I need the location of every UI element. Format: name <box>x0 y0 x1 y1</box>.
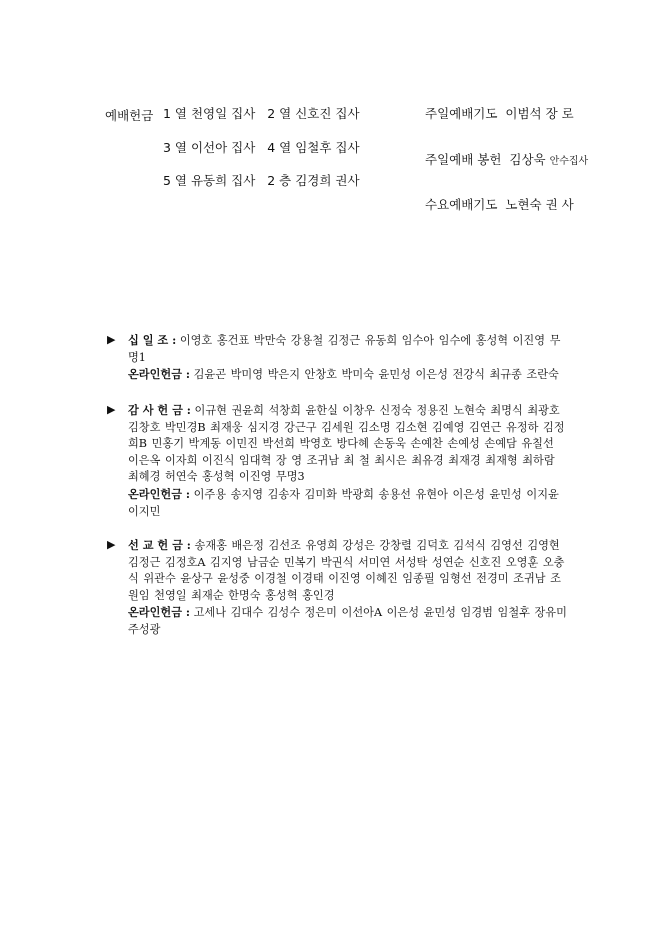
offering-names: 이규현 권윤희 석창희 윤한실 이창우 신정숙 정용진 노현숙 최명식 최광호 김창호 박민경B 최재웅 심지경 강근구 김세원 김소명 김소현 김예영 김연근 유정하 김정희B 민홍기 박계동 이민진 박선희 박영호 방다혜 손동욱 손예찬 손예성 손예담 유칠선 이은옥 이자희 이진식 임대혁 장 영 조귀남 최 철 최시은 최유경 최재경 최재형 최하람 최혜경 허연숙 홍성혁 이진영 무명3 <box>128 404 565 484</box>
offering-names: 이영호 홍건표 박만숙 강용철 김정근 유동희 임수아 임수에 홍성혁 이진영 무명1 <box>128 334 561 364</box>
usher-row: 5 열 유동희 집사 2 층 김경희 권사 <box>163 173 360 188</box>
online-offering-label: 온라인헌금 : <box>128 605 191 620</box>
offering-label: 감 사 헌 금 : <box>128 403 191 417</box>
offering-label: 선 교 헌 금 : <box>128 538 191 552</box>
usher-section-label: 예배헌금 <box>105 108 154 123</box>
duty-sunday-offering: 주일예배 봉헌 김상욱 안수집사 <box>425 152 589 167</box>
offering-label: 십 일 조 : <box>128 333 177 347</box>
duty-sunday-prayer: 주일예배기도 이범석 장 로 <box>425 106 574 121</box>
online-offering-label: 온라인헌금 : <box>128 486 191 501</box>
online-offering-names: 김윤곤 박미영 박은지 안창호 박미숙 윤민성 이은성 전강식 최규종 조란숙 <box>193 368 559 382</box>
duty-title-small: 안수집사 <box>549 156 589 167</box>
offering-section-missions <box>107 537 567 639</box>
usher-row: 3 열 이선아 집사 4 열 임철후 집사 <box>163 140 360 155</box>
online-offering-label: 온라인헌금 : <box>128 367 191 382</box>
duty-wednesday-prayer: 수요예배기도 노현숙 권 사 <box>425 197 574 212</box>
bullet-arrow-icon: ▶ <box>107 333 116 346</box>
bullet-arrow-icon: ▶ <box>107 538 116 551</box>
online-offering-names: 고세나 김대수 김성수 정은미 이선아A 이은성 윤민성 임경범 임철후 장유미 주성광 <box>128 606 567 636</box>
offering-section-thanksgiving <box>107 402 567 520</box>
offering-names: 송재홍 배은정 김선조 유영희 강성은 강창렬 김덕호 김석식 김영선 김영현 김정근 김정호A 김지영 남금순 민복기 박권식 서미연 서성탁 성연순 신호진 오영훈 오충식 위관수 윤상구 윤성중 이경철 이경태 이진영 이혜진 임종필 임형선 전경미 조귀남 조원임 천영일 최재순 한명숙 홍성혁 홍인경 <box>128 539 565 602</box>
offering-section-tithe <box>107 332 567 384</box>
online-offering-names: 이주용 송지영 김송자 김미화 박광희 송용선 유현아 이은성 윤민성 이지윤 이지민 <box>128 487 559 518</box>
usher-row: 1 열 천영일 집사 2 열 신호진 집사 <box>163 106 360 121</box>
bullet-arrow-icon: ▶ <box>107 403 116 416</box>
